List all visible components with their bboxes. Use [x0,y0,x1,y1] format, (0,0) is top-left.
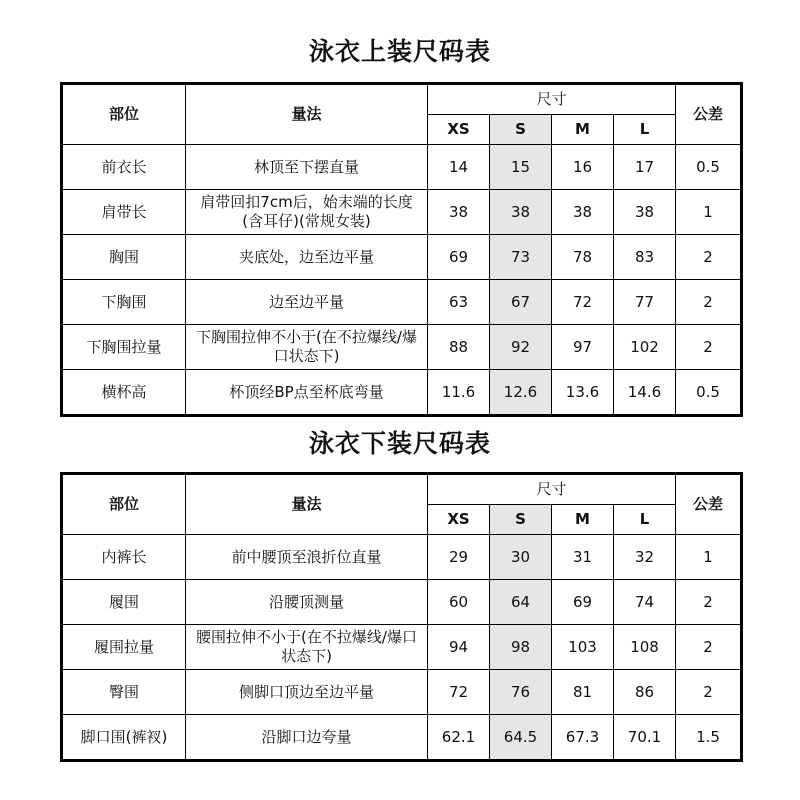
row-method: 杯顶经BP点至杯底弯量 [186,370,428,416]
value-m: 67.3 [552,715,614,761]
value-s: 92 [490,325,552,370]
header-size-m: M [552,505,614,535]
value-xs: 14 [428,145,490,190]
value-m: 97 [552,325,614,370]
row-tolerance: 1.5 [676,715,742,761]
table-header-row [62,84,742,115]
header-size-s: S [490,505,552,535]
row-tolerance: 1 [676,535,742,580]
row-tolerance: 2 [676,235,742,280]
row-part: 履围拉量 [62,625,186,670]
row-part: 胸围 [62,235,186,280]
table-row [62,580,742,625]
value-s: 98 [490,625,552,670]
row-part: 下胸围拉量 [62,325,186,370]
row-part: 横杯高 [62,370,186,416]
bottom-section-title: 泳衣下装尺码表 [308,429,491,458]
value-s: 67 [490,280,552,325]
table-row [62,370,742,416]
row-part: 下胸围 [62,280,186,325]
row-method: 夹底处，边至边平量 [186,235,428,280]
value-s: 73 [490,235,552,280]
value-l: 83 [614,235,676,280]
table-row [62,235,742,280]
value-l: 32 [614,535,676,580]
value-m: 13.6 [552,370,614,416]
table-row [62,535,742,580]
value-l: 86 [614,670,676,715]
row-tolerance: 2 [676,580,742,625]
header-tolerance: 公差 [676,84,742,145]
row-method: 肩带回扣7cm后，始末端的长度(含耳仔)(常规女装) [186,190,428,235]
value-s: 76 [490,670,552,715]
value-s: 38 [490,190,552,235]
value-xs: 60 [428,580,490,625]
value-xs: 88 [428,325,490,370]
value-s: 15 [490,145,552,190]
row-tolerance: 1 [676,190,742,235]
value-l: 74 [614,580,676,625]
value-xs: 63 [428,280,490,325]
top-section-title: 泳衣上装尺码表 [308,37,491,66]
value-xs: 11.6 [428,370,490,416]
value-l: 102 [614,325,676,370]
value-xs: 29 [428,535,490,580]
row-part: 肩带长 [62,190,186,235]
value-s: 30 [490,535,552,580]
value-m: 78 [552,235,614,280]
header-size-group: 尺寸 [428,474,676,505]
value-s: 12.6 [490,370,552,416]
value-m: 69 [552,580,614,625]
header-size-s: S [490,115,552,145]
value-l: 38 [614,190,676,235]
table-row [62,190,742,235]
row-part: 前衣长 [62,145,186,190]
header-tolerance: 公差 [676,474,742,535]
top-size-table [60,82,743,417]
value-xs: 94 [428,625,490,670]
row-part: 脚口围(裤衩) [62,715,186,761]
table-row [62,325,742,370]
table-row [62,670,742,715]
value-m: 38 [552,190,614,235]
value-m: 72 [552,280,614,325]
header-method: 量法 [186,84,428,145]
table-row [62,145,742,190]
row-method: 边至边平量 [186,280,428,325]
row-part: 内裤长 [62,535,186,580]
row-tolerance: 2 [676,280,742,325]
row-tolerance: 0.5 [676,145,742,190]
row-tolerance: 2 [676,325,742,370]
header-size-xs: XS [428,505,490,535]
value-s: 64.5 [490,715,552,761]
value-s: 64 [490,580,552,625]
row-method: 腰围拉伸不小于(在不拉爆线/爆口状态下) [186,625,428,670]
table-row [62,625,742,670]
header-size-xs: XS [428,115,490,145]
table-header-row [62,474,742,505]
header-size-l: L [614,505,676,535]
row-method: 下胸围拉伸不小于(在不拉爆线/爆口状态下) [186,325,428,370]
value-xs: 62.1 [428,715,490,761]
header-part: 部位 [62,474,186,535]
value-xs: 69 [428,235,490,280]
row-tolerance: 2 [676,670,742,715]
header-part: 部位 [62,84,186,145]
value-m: 31 [552,535,614,580]
header-size-group: 尺寸 [428,84,676,115]
table-row [62,715,742,761]
value-m: 16 [552,145,614,190]
row-method: 侧脚口顶边至边平量 [186,670,428,715]
value-l: 17 [614,145,676,190]
row-part: 臀围 [62,670,186,715]
row-tolerance: 2 [676,625,742,670]
row-tolerance: 0.5 [676,370,742,416]
bottom-size-table [60,472,743,762]
value-l: 70.1 [614,715,676,761]
row-method: 前中腰顶至浪折位直量 [186,535,428,580]
row-part: 履围 [62,580,186,625]
value-l: 77 [614,280,676,325]
value-m: 81 [552,670,614,715]
value-l: 14.6 [614,370,676,416]
value-m: 103 [552,625,614,670]
header-size-m: M [552,115,614,145]
header-size-l: L [614,115,676,145]
value-l: 108 [614,625,676,670]
value-xs: 72 [428,670,490,715]
value-xs: 38 [428,190,490,235]
row-method: 沿腰顶测量 [186,580,428,625]
header-method: 量法 [186,474,428,535]
row-method: 沿脚口边夸量 [186,715,428,761]
table-row [62,280,742,325]
row-method: 林顶至下摆直量 [186,145,428,190]
